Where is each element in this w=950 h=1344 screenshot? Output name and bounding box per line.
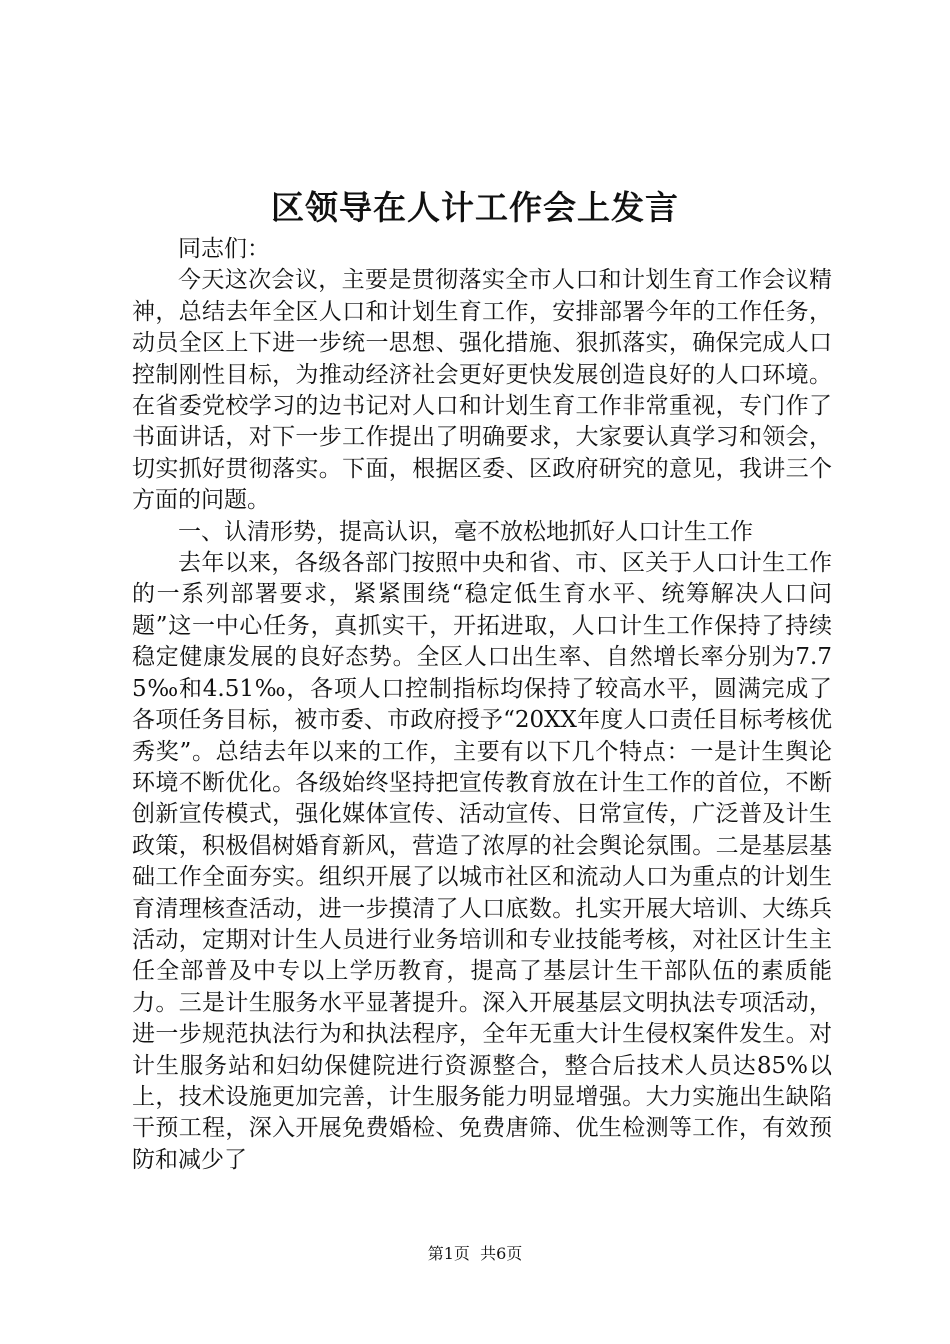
page-footer: 第1页 共6页: [427, 1244, 523, 1263]
salutation-paragraph: 同志们：: [178, 236, 270, 262]
section-heading: 一、认清形势，提高认识，毫不放松地抓好人口计生工作: [178, 518, 753, 545]
body-paragraph: 去年以来，各级各部门按照中央和省、市、区关于人口计生工作的一系列部署要求，紧紧围绕“稳定低生育水平、统筹解决人口问题”这一中心任务，真抓实干，开拓进取，人口计生工作保持了持续稳定健康发展的良好态势。全区人口出生率、自然增长率分别为7.75‰和4.51‰，各项人口控制指标均保持了较高水平，圆满完成了各项任务目标，被市委、市政府授予“20XX年度人口责任目标考核优秀奖”。总结去年以来的工作，主要有以下几个特点：一是计生舆论环境不断优化。各级始终坚持把宣传教育放在计生工作的首位，不断创新宣传模式，强化媒体宣传、活动宣传、日常宣传，广泛普及计生政策，积极倡树婚育新风，营造了浓厚的社会舆论氛围。二是基层基础工作全面夯实。组织开展了以城市社区和流动人口为重点的计划生育清理核查活动，进一步摸清了人口底数。扎实开展大培训、大练兵活动，定期对计生人员进行业务培训和专业技能考核，对社区计生主任全部普及中专以上学历教育，提高了基层计生干部队伍的素质能力。三是计生服务水平显著提升。深入开展基层文明执法专项活动，进一步规范执法行为和执法程序，全年无重大计生侵权案件发生。对计生服务站和妇幼保健院进行资源整合，整合后技术人员达85%以上，技术设施更加完善，计生服务能力明显增强。大力实施出生缺陷干预工程，深入开展免费婚检、免费唐筛、优生检测等工作，有效预防和减少了: [132, 550, 832, 1173]
intro-paragraph: 今天这次会议，主要是贯彻落实全市人口和计划生育工作会议精神，总结去年全区人口和计划生育工作，安排部署今年的工作任务，动员全区上下进一步统一思想、强化措施、狠抓落实，确保完成人口控制刚性目标，为推动经济社会更好更快发展创造良好的人口环境。在省委党校学习的边书记对人口和计划生育工作非常重视，专门作了书面讲话，对下一步工作提出了明确要求，大家要认真学习和领会，切实抓好贯彻落实。下面，根据区委、区政府研究的意见，我讲三个方面的问题。: [132, 267, 832, 514]
document-title: 区领导在人计工作会上发言: [271, 188, 679, 227]
document-body: [132, 234, 832, 1176]
